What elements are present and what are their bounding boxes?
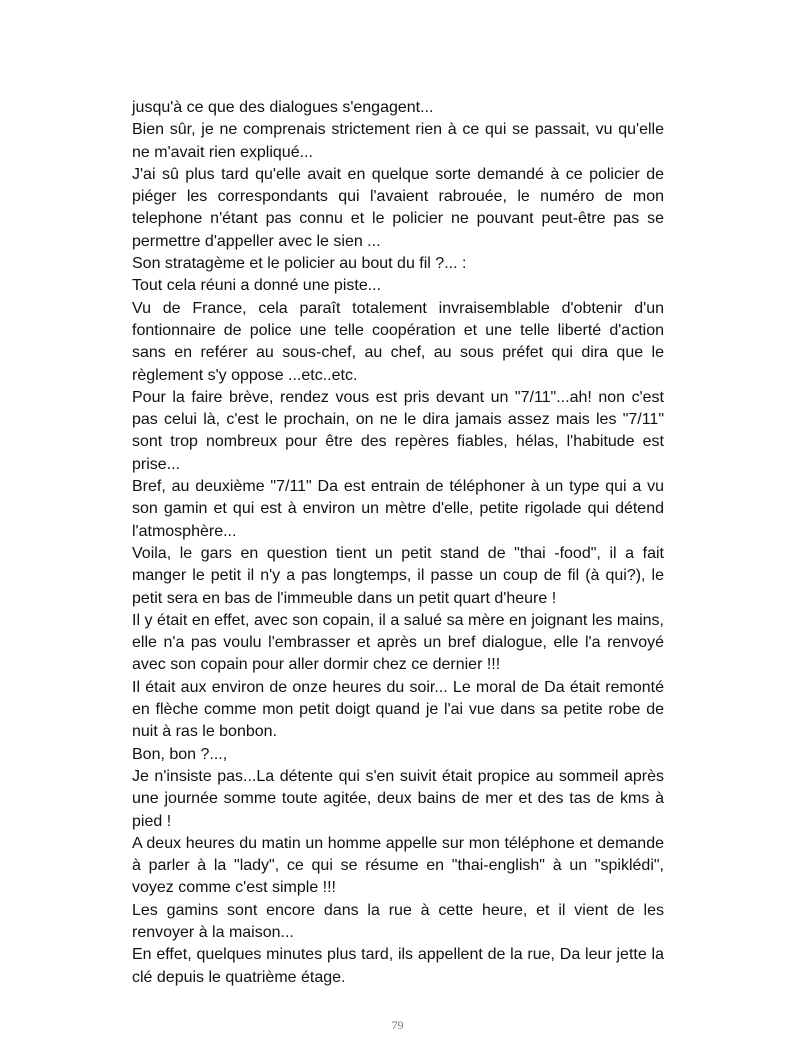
paragraph: En effet, quelques minutes plus tard, ils appellent de la rue, Da leur jette la clé depuis le quatrième étage. — [132, 946, 664, 986]
paragraph: Il y était en effet, avec son copain, il a salué sa mère en joignant les mains, elle n'a pas voulu l'embrasser et après un bref dialogue, elle l'a renvoyé avec son copain pour aller dormir chez ce dernier !!! — [132, 611, 664, 674]
paragraph: jusqu'à ce que des dialogues s'engagent... — [132, 99, 434, 116]
paragraph: Bref, au deuxième "7/11" Da est entrain de téléphoner à un type qui a vu son gamin et qui est à environ un mètre d'elle, petite rigolade qui détend l'atmosphère... — [132, 478, 664, 540]
paragraph: Son stratagème et le policier au bout du fil ?... : — [132, 255, 467, 273]
paragraph: Tout cela réuni a donné une piste... — [132, 277, 382, 295]
body-text — [132, 97, 664, 989]
paragraph: Pour la faire brève, rendez vous est pris devant un "7/11"...ah! non c'est pas celui là, c'est le prochain, on ne le dira jamais assez mais les "7/11" sont trop nombreux pour être des repères fiables, hélas, l'habitude est prise... — [132, 388, 664, 473]
paragraph: Bien sûr, je ne comprenais strictement rien à ce qui se passait, vu qu'elle ne m'avait rien expliqué... — [132, 121, 664, 161]
paragraph: A deux heures du matin un homme appelle sur mon téléphone et demande à parler à la "lady", ce qui se résume en "thai-english" à un "spiklédi", voyez comme c'est simple !!! — [132, 834, 664, 897]
paragraph: Il était aux environ de onze heures du soir... Le moral de Da était remonté en flèche comme mon petit doigt quand je l'ai vue dans sa petite robe de nuit à ras le bonbon. — [132, 678, 664, 741]
paragraph: Vu de France, cela paraît totalement invraisemblable d'obtenir d'un fontionnaire de police une telle coopération et une telle liberté d'action sans en reférer au sous-chef, au chef, au sous préfet qui dira que le règlement s'y oppose ...etc..etc. — [132, 299, 664, 384]
paragraph: Les gamins sont encore dans la rue à cette heure, et il vient de les renvoyer à la maison... — [132, 901, 664, 941]
paragraph: Bon, bon ?..., — [132, 745, 228, 763]
page-number: 79 — [391, 1018, 404, 1032]
paragraph: Voila, le gars en question tient un petit stand de "thai -food", il a fait manger le petit il n'y a pas longtemps, il passe un coup de fil (à qui?), le petit sera en bas de l'immeuble dans un petit quart d'heure ! — [132, 544, 664, 607]
paragraph: Je n'insiste pas...La détente qui s'en suivit était propice au sommeil après une journée somme toute agitée, deux bains de mer et des tas de kms à pied ! — [132, 767, 664, 830]
paragraph: J'ai sû plus tard qu'elle avait en quelque sorte demandé à ce policier de piéger les correspondants qui l'avaient rabrouée, le numéro de mon telephone n'étant pas connu et le policier ne pouvant peut-être pas se permettre d'appeller avec le sien ... — [132, 165, 664, 250]
